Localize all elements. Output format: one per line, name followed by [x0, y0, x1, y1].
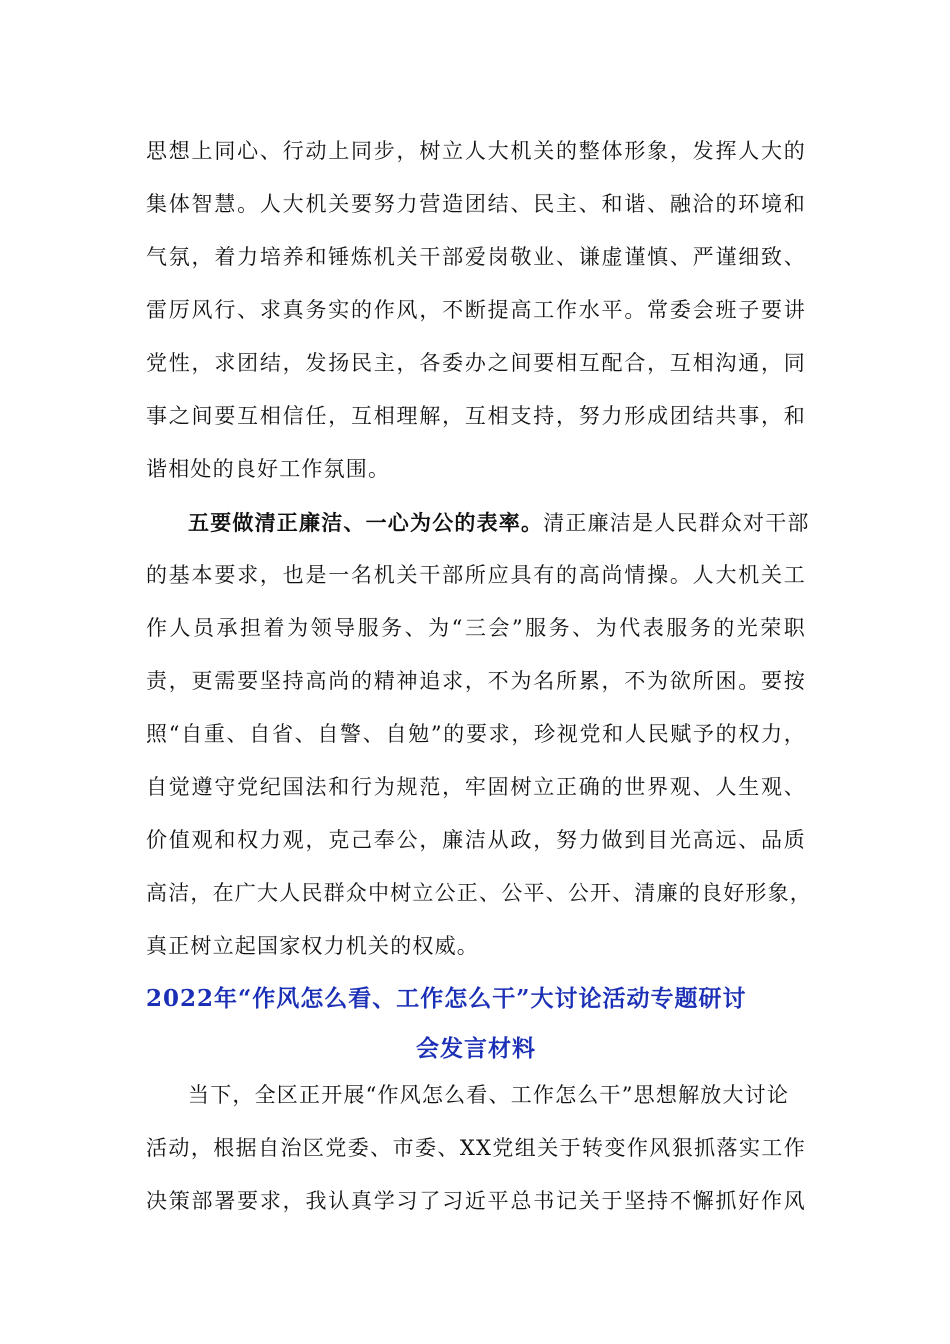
- text-line: 思想上同心、行动上同步，树立人大机关的整体形象，发挥人大的: [146, 139, 806, 163]
- text-line: 作人员承担着为领导服务、为“三会”服务、为代表服务的光荣职: [146, 616, 806, 640]
- text-line: 党性，求团结，发扬民主，各委办之间要相互配合，互相沟通，同: [146, 351, 806, 375]
- text-line: 集体智慧。人大机关要努力营造团结、民主、和谐、融洽的环境和: [146, 192, 806, 216]
- section-heading: [146, 974, 806, 1074]
- text-line: 雷厉风行、求真务实的作风，不断提高工作水平。常委会班子要讲: [146, 298, 806, 322]
- text-line: 的基本要求，也是一名机关干部所应具有的高尚情操。人大机关工: [146, 563, 806, 587]
- text-line: 责，更需要坚持高尚的精神追求，不为名所累，不为欲所困。要按: [146, 669, 806, 693]
- text-line: 当下，全区正开展“作风怎么看、工作怎么干”思想解放大讨论: [188, 1083, 790, 1107]
- text-line-rest: 清正廉洁是人民群众对干部: [543, 511, 810, 535]
- heading-line: 会发言材料: [416, 1035, 536, 1062]
- paragraph-teamwork: [146, 125, 806, 496]
- text-line: 决策部署要求，我认真学习了习近平总书记关于坚持不懈抓好作风: [146, 1189, 806, 1213]
- paragraph-intro: [146, 1069, 806, 1228]
- text-line: 谐相处的良好工作氛围。: [146, 457, 391, 481]
- heading-line: 2022年“作风怎么看、工作怎么干”大讨论活动专题研讨: [146, 985, 747, 1012]
- paragraph-integrity: [146, 496, 812, 973]
- text-line-first: [146, 496, 810, 549]
- text-line: 气氛，着力培养和锤炼机关干部爱岗敬业、谦虚谨慎、严谨细致、: [146, 245, 806, 269]
- text-line: 真正树立起国家权力机关的权威。: [146, 934, 479, 958]
- text-line: 活动，根据自治区党委、市委、XX党组关于转变作风狠抓落实工作: [146, 1136, 806, 1160]
- text-line: 事之间要互相信任，互相理解，互相支持，努力形成团结共事，和: [146, 404, 806, 428]
- text-line: 价值观和权力观，克己奉公，廉洁从政，努力做到目光高远、品质: [146, 828, 806, 852]
- text-line: 高洁，在广大人民群众中树立公正、公平、公开、清廉的良好形象，: [146, 881, 812, 905]
- text-line: 自觉遵守党纪国法和行为规范，牢固树立正确的世界观、人生观、: [146, 775, 806, 799]
- bold-lead-sentence: 五要做清正廉洁、一心为公的表率。: [188, 510, 544, 535]
- text-line: 照“自重、自省、自警、自勉”的要求，珍视党和人民赋予的权力，: [146, 722, 806, 746]
